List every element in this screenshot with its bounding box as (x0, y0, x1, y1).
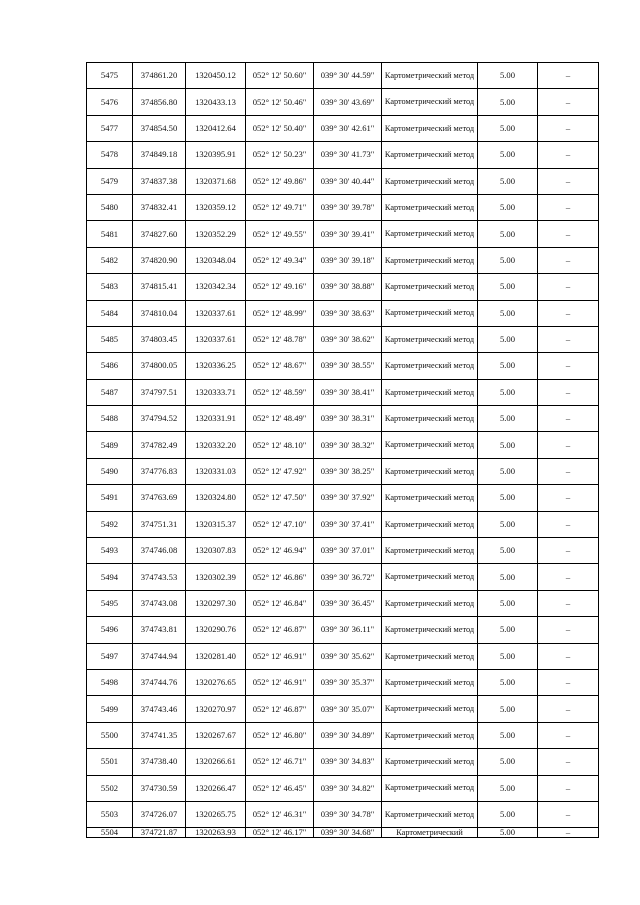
cell-accuracy: 5.00 (478, 432, 538, 458)
cell-accuracy: 5.00 (478, 722, 538, 748)
cell-latitude: 052° 12' 48.59" (246, 379, 314, 405)
cell-note: – (538, 274, 599, 300)
cell-accuracy: 5.00 (478, 194, 538, 220)
cell-point-number: 5486 (87, 353, 133, 379)
cell-point-number: 5489 (87, 432, 133, 458)
cell-note: – (538, 485, 599, 511)
cell-accuracy: 5.00 (478, 828, 538, 838)
cell-point-number: 5478 (87, 142, 133, 168)
cell-coord-y: 1320332.20 (186, 432, 246, 458)
cell-latitude: 052° 12' 50.60" (246, 63, 314, 89)
cell-coord-x: 374820.90 (133, 247, 186, 273)
cell-coord-x: 374810.04 (133, 300, 186, 326)
cell-longitude: 039° 30' 39.41" (314, 221, 382, 247)
cell-latitude: 052° 12' 49.16" (246, 274, 314, 300)
cell-coord-x: 374746.08 (133, 538, 186, 564)
cell-point-number: 5491 (87, 485, 133, 511)
cell-accuracy: 5.00 (478, 300, 538, 326)
cell-accuracy: 5.00 (478, 617, 538, 643)
cell-coord-y: 1320433.13 (186, 89, 246, 115)
cell-longitude: 039° 30' 41.73" (314, 142, 382, 168)
cell-note: – (538, 142, 599, 168)
cell-coord-y: 1320307.83 (186, 538, 246, 564)
cell-method: Картометрический метод (382, 326, 478, 352)
cell-coord-y: 1320266.61 (186, 749, 246, 775)
cell-note: – (538, 432, 599, 458)
cell-coord-y: 1320297.30 (186, 590, 246, 616)
cell-coord-x: 374832.41 (133, 194, 186, 220)
cell-point-number: 5482 (87, 247, 133, 273)
cell-coord-x: 374782.49 (133, 432, 186, 458)
cell-latitude: 052° 12' 47.92" (246, 458, 314, 484)
cell-latitude: 052° 12' 46.91" (246, 669, 314, 695)
cell-accuracy: 5.00 (478, 485, 538, 511)
cell-note: – (538, 669, 599, 695)
table-row (87, 63, 599, 89)
cell-latitude: 052° 12' 50.40" (246, 115, 314, 141)
cell-latitude: 052° 12' 46.80" (246, 722, 314, 748)
cell-longitude: 039° 30' 34.78" (314, 801, 382, 827)
cell-accuracy: 5.00 (478, 564, 538, 590)
cell-coord-y: 1320270.97 (186, 696, 246, 722)
cell-coord-y: 1320302.39 (186, 564, 246, 590)
cell-longitude: 039° 30' 39.78" (314, 194, 382, 220)
cell-coord-y: 1320336.25 (186, 353, 246, 379)
cell-latitude: 052° 12' 46.87" (246, 696, 314, 722)
cell-method: Картометрический метод (382, 696, 478, 722)
cell-note: – (538, 168, 599, 194)
cell-accuracy: 5.00 (478, 511, 538, 537)
cell-coord-y: 1320263.93 (186, 828, 246, 838)
cell-point-number: 5483 (87, 274, 133, 300)
cell-coord-x: 374763.69 (133, 485, 186, 511)
table-row (87, 353, 599, 379)
cell-coord-x: 374751.31 (133, 511, 186, 537)
cell-point-number: 5502 (87, 775, 133, 801)
cell-accuracy: 5.00 (478, 379, 538, 405)
cell-longitude: 039° 30' 42.61" (314, 115, 382, 141)
cell-point-number: 5494 (87, 564, 133, 590)
cell-point-number: 5503 (87, 801, 133, 827)
cell-coord-y: 1320276.65 (186, 669, 246, 695)
cell-accuracy: 5.00 (478, 326, 538, 352)
cell-longitude: 039° 30' 34.89" (314, 722, 382, 748)
table-row (87, 643, 599, 669)
cell-coord-x: 374743.46 (133, 696, 186, 722)
table-row (87, 379, 599, 405)
cell-note: – (538, 538, 599, 564)
cell-method: Картометрический метод (382, 115, 478, 141)
cell-method: Картометрический метод (382, 247, 478, 273)
cell-coord-x: 374803.45 (133, 326, 186, 352)
cell-accuracy: 5.00 (478, 538, 538, 564)
cell-method: Картометрический метод (382, 669, 478, 695)
table-row (87, 89, 599, 115)
cell-latitude: 052° 12' 48.78" (246, 326, 314, 352)
cell-accuracy: 5.00 (478, 458, 538, 484)
cell-method: Картометрический метод (382, 221, 478, 247)
cell-method: Картометрический метод (382, 801, 478, 827)
table-row (87, 406, 599, 432)
cell-accuracy: 5.00 (478, 696, 538, 722)
table-row (87, 168, 599, 194)
cell-point-number: 5504 (87, 828, 133, 838)
cell-coord-y: 1320352.29 (186, 221, 246, 247)
cell-point-number: 5500 (87, 722, 133, 748)
cell-longitude: 039° 30' 44.59" (314, 63, 382, 89)
cell-point-number: 5481 (87, 221, 133, 247)
cell-note: – (538, 828, 599, 838)
cell-latitude: 052° 12' 46.71" (246, 749, 314, 775)
cell-point-number: 5496 (87, 617, 133, 643)
cell-note: – (538, 722, 599, 748)
cell-coord-x: 374721.87 (133, 828, 186, 838)
cell-point-number: 5475 (87, 63, 133, 89)
cell-coord-x: 374730.59 (133, 775, 186, 801)
cell-coord-x: 374800.05 (133, 353, 186, 379)
cell-longitude: 039° 30' 40.44" (314, 168, 382, 194)
cell-point-number: 5476 (87, 89, 133, 115)
cell-coord-y: 1320267.67 (186, 722, 246, 748)
cell-method: Картометрический метод (382, 617, 478, 643)
cell-coord-x: 374744.76 (133, 669, 186, 695)
cell-longitude: 039° 30' 38.31" (314, 406, 382, 432)
cell-latitude: 052° 12' 48.99" (246, 300, 314, 326)
cell-accuracy: 5.00 (478, 89, 538, 115)
cell-longitude: 039° 30' 34.68" (314, 828, 382, 838)
cell-longitude: 039° 30' 36.45" (314, 590, 382, 616)
cell-latitude: 052° 12' 48.10" (246, 432, 314, 458)
cell-coord-y: 1320266.47 (186, 775, 246, 801)
cell-method: Картометрический (382, 828, 478, 838)
table-row (87, 590, 599, 616)
cell-note: – (538, 379, 599, 405)
table-row (87, 669, 599, 695)
table-row (87, 274, 599, 300)
cell-coord-y: 1320342.34 (186, 274, 246, 300)
table-row (87, 722, 599, 748)
cell-point-number: 5495 (87, 590, 133, 616)
cell-method: Картометрический метод (382, 353, 478, 379)
cell-coord-x: 374797.51 (133, 379, 186, 405)
cell-note: – (538, 194, 599, 220)
cell-longitude: 039° 30' 34.82" (314, 775, 382, 801)
cell-coord-x: 374854.50 (133, 115, 186, 141)
cell-longitude: 039° 30' 35.37" (314, 669, 382, 695)
cell-point-number: 5498 (87, 669, 133, 695)
cell-method: Картометрический метод (382, 511, 478, 537)
cell-latitude: 052° 12' 49.86" (246, 168, 314, 194)
table-row (87, 485, 599, 511)
cell-longitude: 039° 30' 35.07" (314, 696, 382, 722)
cell-coord-x: 374827.60 (133, 221, 186, 247)
cell-latitude: 052° 12' 46.17" (246, 828, 314, 838)
cell-point-number: 5480 (87, 194, 133, 220)
cell-note: – (538, 63, 599, 89)
cell-latitude: 052° 12' 46.87" (246, 617, 314, 643)
cell-note: – (538, 89, 599, 115)
cell-longitude: 039° 30' 37.41" (314, 511, 382, 537)
cell-method: Картометрический метод (382, 722, 478, 748)
cell-method: Картометрический метод (382, 775, 478, 801)
cell-longitude: 039° 30' 36.11" (314, 617, 382, 643)
cell-longitude: 039° 30' 36.72" (314, 564, 382, 590)
cell-point-number: 5499 (87, 696, 133, 722)
cell-point-number: 5497 (87, 643, 133, 669)
cell-method: Картометрический метод (382, 432, 478, 458)
cell-coord-y: 1320290.76 (186, 617, 246, 643)
cell-accuracy: 5.00 (478, 406, 538, 432)
cell-accuracy: 5.00 (478, 142, 538, 168)
document-page (86, 62, 598, 838)
cell-point-number: 5493 (87, 538, 133, 564)
cell-coord-x: 374776.83 (133, 458, 186, 484)
cell-coord-y: 1320324.80 (186, 485, 246, 511)
cell-accuracy: 5.00 (478, 775, 538, 801)
table-row (87, 564, 599, 590)
cell-longitude: 039° 30' 37.92" (314, 485, 382, 511)
cell-method: Картометрический метод (382, 194, 478, 220)
table-row (87, 458, 599, 484)
cell-accuracy: 5.00 (478, 353, 538, 379)
cell-accuracy: 5.00 (478, 590, 538, 616)
table-row (87, 221, 599, 247)
cell-accuracy: 5.00 (478, 643, 538, 669)
cell-note: – (538, 300, 599, 326)
cell-method: Картометрический метод (382, 458, 478, 484)
table-row (87, 326, 599, 352)
cell-coord-y: 1320331.91 (186, 406, 246, 432)
cell-coord-x: 374743.53 (133, 564, 186, 590)
cell-accuracy: 5.00 (478, 749, 538, 775)
cell-coord-y: 1320450.12 (186, 63, 246, 89)
cell-longitude: 039° 30' 37.01" (314, 538, 382, 564)
cell-note: – (538, 353, 599, 379)
cell-accuracy: 5.00 (478, 247, 538, 273)
cell-method: Картометрический метод (382, 749, 478, 775)
cell-latitude: 052° 12' 48.49" (246, 406, 314, 432)
cell-method: Картометрический метод (382, 564, 478, 590)
cell-point-number: 5501 (87, 749, 133, 775)
cell-note: – (538, 564, 599, 590)
cell-coord-x: 374861.20 (133, 63, 186, 89)
cell-note: – (538, 511, 599, 537)
table-row (87, 511, 599, 537)
cell-latitude: 052° 12' 49.71" (246, 194, 314, 220)
cell-longitude: 039° 30' 38.88" (314, 274, 382, 300)
table-row (87, 538, 599, 564)
cell-point-number: 5484 (87, 300, 133, 326)
cell-latitude: 052° 12' 49.34" (246, 247, 314, 273)
cell-latitude: 052° 12' 47.50" (246, 485, 314, 511)
table-row (87, 300, 599, 326)
cell-point-number: 5492 (87, 511, 133, 537)
cell-coord-x: 374743.08 (133, 590, 186, 616)
cell-method: Картометрический метод (382, 379, 478, 405)
cell-longitude: 039° 30' 38.55" (314, 353, 382, 379)
cell-coord-y: 1320395.91 (186, 142, 246, 168)
cell-note: – (538, 458, 599, 484)
cell-method: Картометрический метод (382, 590, 478, 616)
cell-method: Картометрический метод (382, 89, 478, 115)
cell-coord-y: 1320348.04 (186, 247, 246, 273)
cell-accuracy: 5.00 (478, 801, 538, 827)
cell-accuracy: 5.00 (478, 63, 538, 89)
cell-method: Картометрический метод (382, 168, 478, 194)
cell-method: Картометрический метод (382, 274, 478, 300)
table-row (87, 142, 599, 168)
cell-longitude: 039° 30' 38.25" (314, 458, 382, 484)
cell-longitude: 039° 30' 38.32" (314, 432, 382, 458)
table-row (87, 115, 599, 141)
cell-latitude: 052° 12' 50.46" (246, 89, 314, 115)
cell-latitude: 052° 12' 48.67" (246, 353, 314, 379)
cell-accuracy: 5.00 (478, 168, 538, 194)
cell-note: – (538, 775, 599, 801)
cell-latitude: 052° 12' 46.45" (246, 775, 314, 801)
cell-longitude: 039° 30' 38.63" (314, 300, 382, 326)
cell-point-number: 5479 (87, 168, 133, 194)
cell-latitude: 052° 12' 50.23" (246, 142, 314, 168)
cell-note: – (538, 115, 599, 141)
cell-coord-y: 1320281.40 (186, 643, 246, 669)
cell-longitude: 039° 30' 38.62" (314, 326, 382, 352)
cell-coord-x: 374856.80 (133, 89, 186, 115)
cell-accuracy: 5.00 (478, 274, 538, 300)
cell-note: – (538, 801, 599, 827)
cell-latitude: 052° 12' 46.91" (246, 643, 314, 669)
cell-point-number: 5485 (87, 326, 133, 352)
cell-note: – (538, 696, 599, 722)
cell-method: Картометрический метод (382, 142, 478, 168)
cell-latitude: 052° 12' 46.84" (246, 590, 314, 616)
cell-method: Картометрический метод (382, 406, 478, 432)
table-row (87, 247, 599, 273)
cell-coord-y: 1320359.12 (186, 194, 246, 220)
table-row (87, 749, 599, 775)
cell-note: – (538, 221, 599, 247)
cell-coord-y: 1320315.37 (186, 511, 246, 537)
cell-coord-x: 374738.40 (133, 749, 186, 775)
cell-coord-x: 374849.18 (133, 142, 186, 168)
cell-coord-y: 1320412.64 (186, 115, 246, 141)
cell-longitude: 039° 30' 39.18" (314, 247, 382, 273)
cell-latitude: 052° 12' 49.55" (246, 221, 314, 247)
cell-coord-x: 374726.07 (133, 801, 186, 827)
cell-method: Картометрический метод (382, 485, 478, 511)
table-row (87, 194, 599, 220)
cell-coord-x: 374741.35 (133, 722, 186, 748)
coordinates-table (86, 62, 599, 838)
cell-note: – (538, 406, 599, 432)
cell-coord-y: 1320331.03 (186, 458, 246, 484)
cell-accuracy: 5.00 (478, 115, 538, 141)
coordinates-table-body (87, 63, 599, 838)
cell-longitude: 039° 30' 43.69" (314, 89, 382, 115)
cell-point-number: 5490 (87, 458, 133, 484)
cell-coord-y: 1320371.68 (186, 168, 246, 194)
cell-coord-y: 1320265.75 (186, 801, 246, 827)
cell-accuracy: 5.00 (478, 221, 538, 247)
cell-point-number: 5477 (87, 115, 133, 141)
cell-method: Картометрический метод (382, 538, 478, 564)
cell-note: – (538, 590, 599, 616)
cell-longitude: 039° 30' 34.83" (314, 749, 382, 775)
cell-note: – (538, 247, 599, 273)
cell-latitude: 052° 12' 46.86" (246, 564, 314, 590)
cell-longitude: 039° 30' 35.62" (314, 643, 382, 669)
cell-method: Картометрический метод (382, 300, 478, 326)
table-row (87, 432, 599, 458)
cell-note: – (538, 326, 599, 352)
table-row (87, 801, 599, 827)
table-row (87, 617, 599, 643)
cell-method: Картометрический метод (382, 643, 478, 669)
cell-latitude: 052° 12' 46.94" (246, 538, 314, 564)
cell-coord-x: 374744.94 (133, 643, 186, 669)
cell-note: – (538, 749, 599, 775)
cell-coord-y: 1320337.61 (186, 300, 246, 326)
cell-latitude: 052° 12' 47.10" (246, 511, 314, 537)
table-row (87, 696, 599, 722)
cell-accuracy: 5.00 (478, 669, 538, 695)
table-row (87, 775, 599, 801)
cell-coord-x: 374837.38 (133, 168, 186, 194)
cell-coord-x: 374815.41 (133, 274, 186, 300)
cell-note: – (538, 617, 599, 643)
cell-longitude: 039° 30' 38.41" (314, 379, 382, 405)
cell-point-number: 5487 (87, 379, 133, 405)
cell-coord-x: 374743.81 (133, 617, 186, 643)
cell-latitude: 052° 12' 46.31" (246, 801, 314, 827)
cell-method: Картометрический метод (382, 63, 478, 89)
cell-coord-x: 374794.52 (133, 406, 186, 432)
cell-note: – (538, 643, 599, 669)
cell-coord-y: 1320333.71 (186, 379, 246, 405)
cell-coord-y: 1320337.61 (186, 326, 246, 352)
cell-point-number: 5488 (87, 406, 133, 432)
table-row (87, 828, 599, 838)
